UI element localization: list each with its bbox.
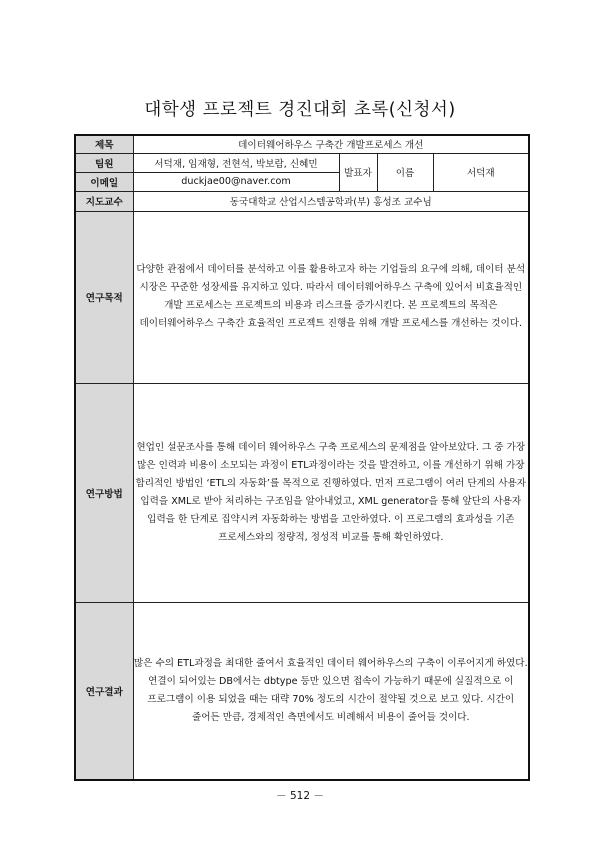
application-form-table — [74, 134, 530, 781]
subject-row — [75, 135, 529, 153]
purpose-label: 연구목적 — [75, 211, 133, 383]
result-label: 연구결과 — [75, 602, 133, 780]
result-text: 많은 수의 ETL과정을 최대한 줄여서 효율적인 데이터 웨어하우스의 구축이 이루어지게 하였다. 연결이 되어있는 DB에서는 dbtype 등만 있으면 접속이 가능하기 때문에 실질적으로 이 프로그램이 이용 되었을 때는 대략 70% 정도의 시간이 절약될 것으로 보고 있다. 시간이 줄어든 만큼, 경제적인 측면에서도 비례해서 비용이 줄어들 것이다. — [133, 602, 529, 780]
page-number: － 512 － — [276, 790, 324, 802]
name-label: 이름 — [377, 153, 433, 191]
method-row — [75, 383, 529, 602]
team-value: 서덕재, 임재형, 전현석, 박보람, 신혜민 — [133, 153, 339, 172]
advisor-row — [75, 191, 529, 211]
advisor-label: 지도교수 — [75, 191, 133, 211]
team-row — [75, 153, 529, 172]
team-label: 팀원 — [75, 153, 133, 172]
method-text: 현업인 설문조사를 통해 데이터 웨어하우스 구축 프로세스의 문제점을 알아보았다. 그 중 가장 많은 인력과 비용이 소모되는 과정이 ETL과정이라는 것을 발견하고, 이를 개선하기 위해 가장 합리적인 방법인 ‘ETL의 자동화’를 목적으로 진행하였다. 먼저 프로그램이 여러 단계의 사용자 입력을 XML로 받아 처리하는 구조임을 알아내었고, XML generator을 통해 앞단의 사용자 입력을 한 단계로 집약시켜 자동화하는 방법을 고안하였다. 이 프로그램의 효과성을 기존 프로세스와의 정량적, 정성적 비교를 통해 확인하였다. — [133, 383, 529, 602]
presenter-label: 발표자 — [339, 153, 377, 191]
subject-label: 제목 — [75, 135, 133, 153]
result-row — [75, 602, 529, 780]
advisor-value: 동국대학교 산업시스템공학과(부) 홍성조 교수님 — [133, 191, 529, 211]
email-value: duckjae00@naver.com — [133, 172, 339, 191]
presenter-name: 서덕재 — [433, 153, 529, 191]
email-label: 이메일 — [75, 172, 133, 191]
purpose-text: 다양한 관점에서 데이터를 분석하고 이를 활용하고자 하는 기업들의 요구에 의해, 데이터 분석 시장은 꾸준한 성장세를 유지하고 있다. 따라서 데이터웨어하우스 구축에 있어서 비효율적인 개발 프로세스는 프로젝트의 비용과 리스크를 증가시킨다. 본 프로젝트의 목적은 데이터웨어하우스 구축간 효율적인 프로젝트 진행을 위해 개발 프로세스를 개선하는 것이다. — [133, 211, 529, 383]
method-label: 연구방법 — [75, 383, 133, 602]
purpose-row — [75, 211, 529, 383]
document-title: 대학생 프로젝트 경진대회 초록(신청서) — [144, 100, 456, 120]
subject-value: 데이터웨어하우스 구축간 개발프로세스 개선 — [133, 135, 529, 153]
